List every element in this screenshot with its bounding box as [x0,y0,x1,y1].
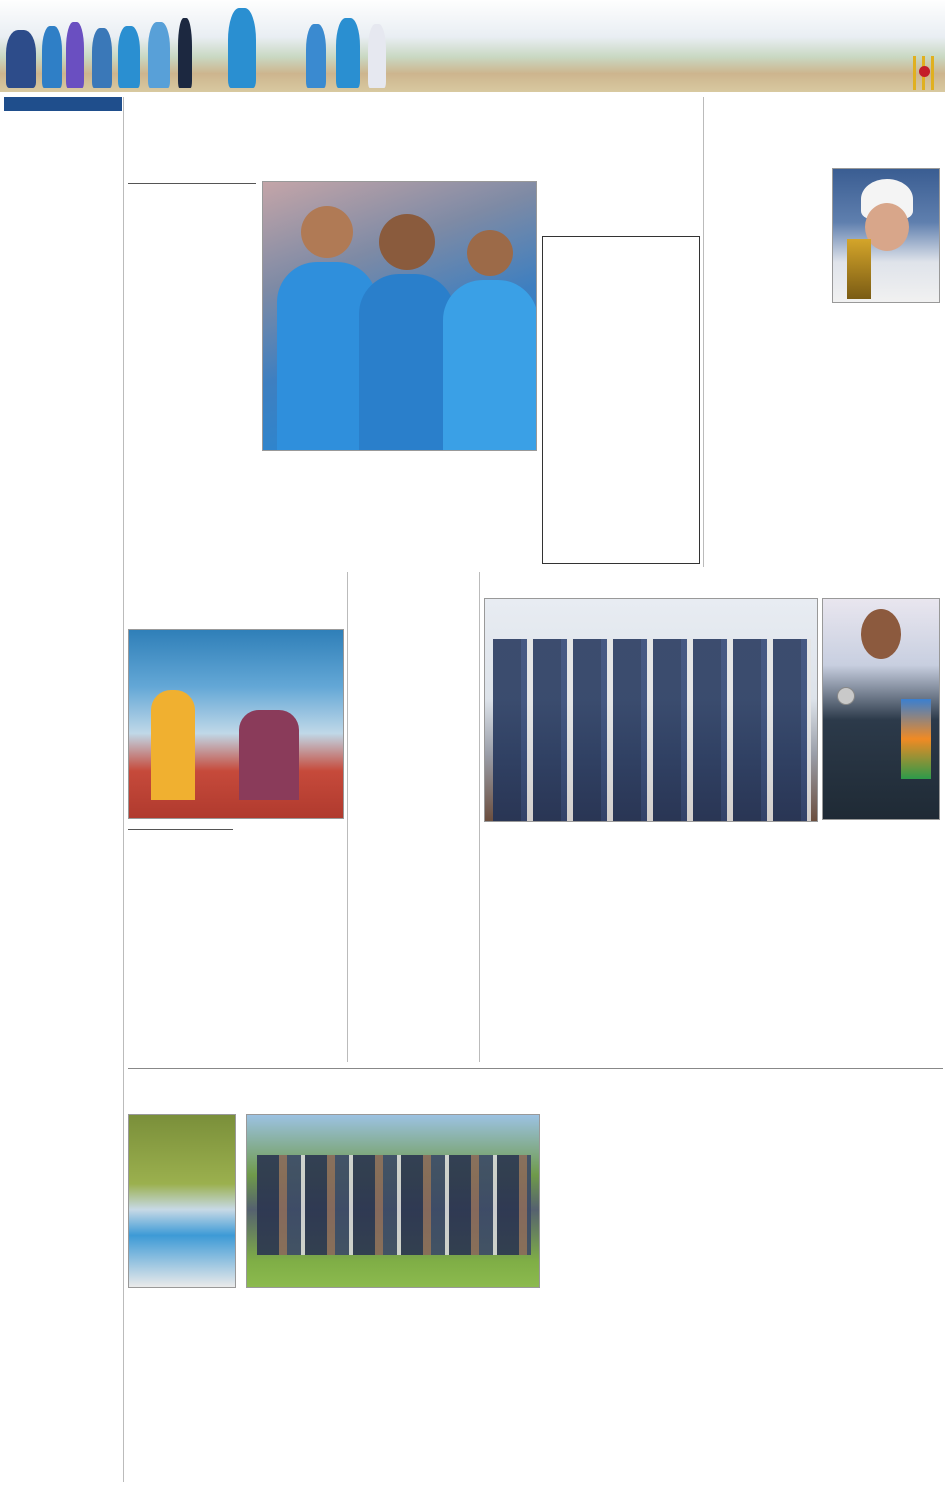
golf-officials-group [257,1155,531,1255]
brief-section-tag [4,97,122,111]
brief-item-netball [4,113,120,116]
athlete-face [861,609,901,659]
player-face [865,203,909,251]
player-jersey [359,274,455,451]
athlete-medal-photo [822,598,940,820]
floodlight-box [542,236,700,564]
lead-byline [128,180,256,184]
lead-column-3 [262,458,396,556]
golf-photo-swing [128,1114,236,1288]
tennis-column-1 [706,168,824,564]
chess-player-figure [6,30,36,88]
brief-item-kidz-olympics [4,322,120,325]
column-divider [479,572,480,1062]
hurdles-byline [128,826,233,830]
player-head [301,206,353,258]
gymnastics-column-4 [826,826,940,1062]
section-divider [128,1068,943,1069]
t20-story [352,572,476,1005]
gymnastics-column-3 [712,826,820,1033]
column-divider [703,97,704,567]
column-divider [347,572,348,1062]
lead-column-3b [402,458,538,556]
trophy-icon [847,239,871,299]
lead-column-4 [542,182,700,232]
gymnastics-column-1 [484,826,588,1062]
footballer-figure [66,22,84,88]
brief-item-up-warriorz [4,748,120,751]
team-members-group [493,639,811,822]
athlete-figure [239,710,299,800]
player-jersey [443,280,537,451]
tennis-column-2 [832,330,940,564]
cricketer-figure [118,26,140,88]
lead-column-1 [128,180,256,558]
cricket-stumps-icon [911,52,937,90]
footballer-figure [92,28,112,88]
cricketer-figure [228,8,256,88]
column-divider [123,97,124,1482]
gymnastics-column-2 [594,826,704,1035]
hurdles-photo [128,629,344,819]
mascot-icon [901,699,931,779]
hurdles-column-1 [128,826,233,1054]
cricketer-figure [42,26,62,88]
player-head [467,230,513,276]
brief-item-mbappe [4,1128,120,1131]
player-head [379,214,435,270]
hurdles-column-2 [240,826,344,1062]
golf-photo-group [246,1114,540,1288]
hockey-player-figure [368,24,386,88]
gymnastics-team-photo [484,598,818,822]
hockey-player-figure [306,24,326,88]
badminton-player-figure [148,22,170,88]
masthead-banner [0,0,945,92]
javelin-thrower-figure [178,18,192,88]
cricket-ball-icon [919,66,930,77]
athlete-figure [151,690,195,800]
batsman-figure [336,18,360,88]
tennis-photo-trophy [832,168,940,303]
lead-photo-team-celebration [262,181,537,451]
medal-icon [837,687,855,705]
